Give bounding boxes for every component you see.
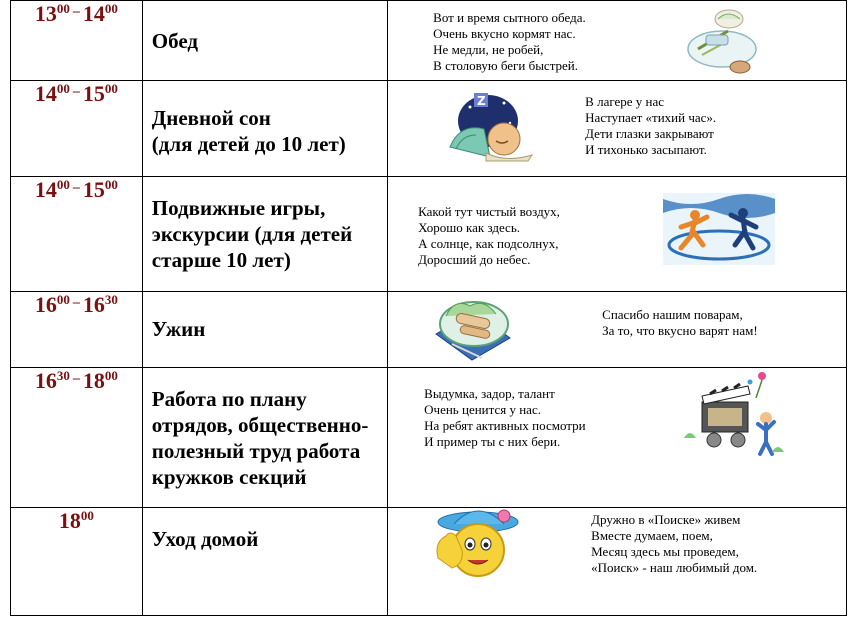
end-minute: 00 bbox=[104, 81, 118, 96]
poem-cell bbox=[388, 368, 847, 508]
end-minute: 00 bbox=[104, 368, 118, 383]
time-cell bbox=[11, 177, 143, 292]
start-hour: 14 bbox=[34, 81, 57, 106]
poem bbox=[585, 94, 716, 158]
poem-line: Какой тут чистый воздух, bbox=[418, 204, 560, 219]
activity-line: Обед bbox=[151, 29, 199, 53]
poem-line: И пример ты с них бери. bbox=[424, 434, 561, 449]
start-hour: 14 bbox=[34, 177, 57, 202]
dinner-plate-icon bbox=[432, 294, 512, 362]
end-hour: 16 bbox=[82, 292, 105, 317]
poem-line: Вместе думаем, поем, bbox=[591, 528, 713, 543]
sleeping-moon-icon bbox=[446, 87, 536, 163]
end-hour: 14 bbox=[82, 1, 105, 26]
poem-line: Спасибо нашим поварам, bbox=[602, 307, 743, 322]
poem-line: За то, что вкусно варят нам! bbox=[602, 323, 758, 338]
time-separator: – bbox=[72, 180, 80, 195]
table-row bbox=[11, 177, 847, 292]
activity-cell bbox=[142, 81, 387, 177]
poem-cell bbox=[388, 508, 847, 616]
poem-cell bbox=[388, 81, 847, 177]
activity-cell bbox=[142, 292, 387, 368]
time-separator: – bbox=[72, 4, 80, 19]
start-hour: 16 bbox=[34, 368, 57, 393]
activity-cell bbox=[142, 1, 387, 81]
time-cell bbox=[11, 508, 143, 616]
poem-line: Дети глазки закрывают bbox=[585, 126, 714, 141]
waving-smiley-icon bbox=[432, 506, 522, 586]
poem-line: Хорошо как здесь. bbox=[418, 220, 520, 235]
poem-line: Выдумка, задор, талант bbox=[424, 386, 555, 401]
table-row bbox=[11, 368, 847, 508]
activity-line: экскурсии (для детей bbox=[151, 222, 353, 246]
sports-players-icon bbox=[663, 193, 775, 265]
end-minute: 00 bbox=[104, 1, 118, 16]
activity-line: Ужин bbox=[151, 317, 206, 341]
time-separator: – bbox=[72, 84, 80, 99]
end-minute: 30 bbox=[104, 292, 118, 307]
end-minute: 00 bbox=[104, 177, 118, 192]
end-hour: 15 bbox=[82, 177, 105, 202]
poem bbox=[591, 512, 757, 576]
poem-line: Доросший до небес. bbox=[418, 252, 531, 267]
activity-line: Подвижные игры, bbox=[151, 196, 326, 220]
film-clapper-icon bbox=[680, 368, 790, 458]
poem-line: Вот и время сытного обеда. bbox=[433, 10, 586, 25]
poem bbox=[602, 307, 758, 339]
time-cell bbox=[11, 81, 143, 177]
activity-line: отрядов, общественно- bbox=[151, 413, 369, 437]
start-minute: 00 bbox=[56, 1, 70, 16]
table-row bbox=[11, 81, 847, 177]
activity-cell bbox=[142, 368, 387, 508]
poem-line: Дружно в «Поиске» живем bbox=[591, 512, 741, 527]
poem-line: В столовую беги быстрей. bbox=[433, 58, 579, 73]
time-cell bbox=[11, 292, 143, 368]
start-minute: 00 bbox=[80, 508, 94, 523]
poem-line: Не медли, не робей, bbox=[433, 42, 544, 57]
table-row bbox=[11, 508, 847, 616]
poem-cell bbox=[388, 1, 847, 81]
poem-cell bbox=[388, 292, 847, 368]
poem-line: Очень вкусно кормят нас. bbox=[433, 26, 576, 41]
activity-line: Дневной сон bbox=[151, 106, 271, 130]
start-minute: 30 bbox=[56, 368, 70, 383]
activity-line: (для детей до 10 лет) bbox=[151, 132, 346, 156]
activity-line: Работа по плану bbox=[151, 387, 307, 411]
poem-line: На ребят активных посмотри bbox=[424, 418, 586, 433]
poem-line: В лагере у нас bbox=[585, 94, 665, 109]
poem-line: А солнце, как подсолнух, bbox=[418, 236, 559, 251]
lunch-plate-icon bbox=[684, 5, 760, 77]
time-cell bbox=[11, 1, 143, 81]
start-minute: 00 bbox=[56, 81, 70, 96]
schedule-table bbox=[10, 0, 847, 616]
activity-cell bbox=[142, 177, 387, 292]
activity-line: Уход домой bbox=[151, 527, 259, 551]
poem-line: «Поиск» - наш любимый дом. bbox=[591, 560, 758, 575]
poem bbox=[418, 204, 560, 268]
start-minute: 00 bbox=[56, 177, 70, 192]
time-separator: – bbox=[72, 371, 80, 386]
poem bbox=[424, 386, 585, 450]
time-cell bbox=[11, 368, 143, 508]
start-hour: 16 bbox=[34, 292, 57, 317]
activity-line: старше 10 лет) bbox=[151, 248, 291, 272]
start-hour: 13 bbox=[34, 1, 57, 26]
activity-line: кружков секций bbox=[151, 465, 307, 489]
poem-line: И тихонько засыпают. bbox=[585, 142, 707, 157]
start-minute: 00 bbox=[56, 292, 70, 307]
table-row bbox=[11, 1, 847, 81]
poem bbox=[433, 10, 586, 74]
poem-line: Месяц здесь мы проведем, bbox=[591, 544, 739, 559]
table-row bbox=[11, 292, 847, 368]
end-hour: 18 bbox=[82, 368, 105, 393]
poem-line: Очень ценится у нас. bbox=[424, 402, 541, 417]
activity-line: полезный труд работа bbox=[151, 439, 361, 463]
time-separator: – bbox=[72, 295, 80, 310]
start-hour: 18 bbox=[58, 508, 81, 533]
poem-line: Наступает «тихий час». bbox=[585, 110, 717, 125]
svg-text:Z: Z bbox=[477, 94, 486, 108]
end-hour: 15 bbox=[82, 81, 105, 106]
activity-cell bbox=[142, 508, 387, 616]
poem-cell bbox=[388, 177, 847, 292]
